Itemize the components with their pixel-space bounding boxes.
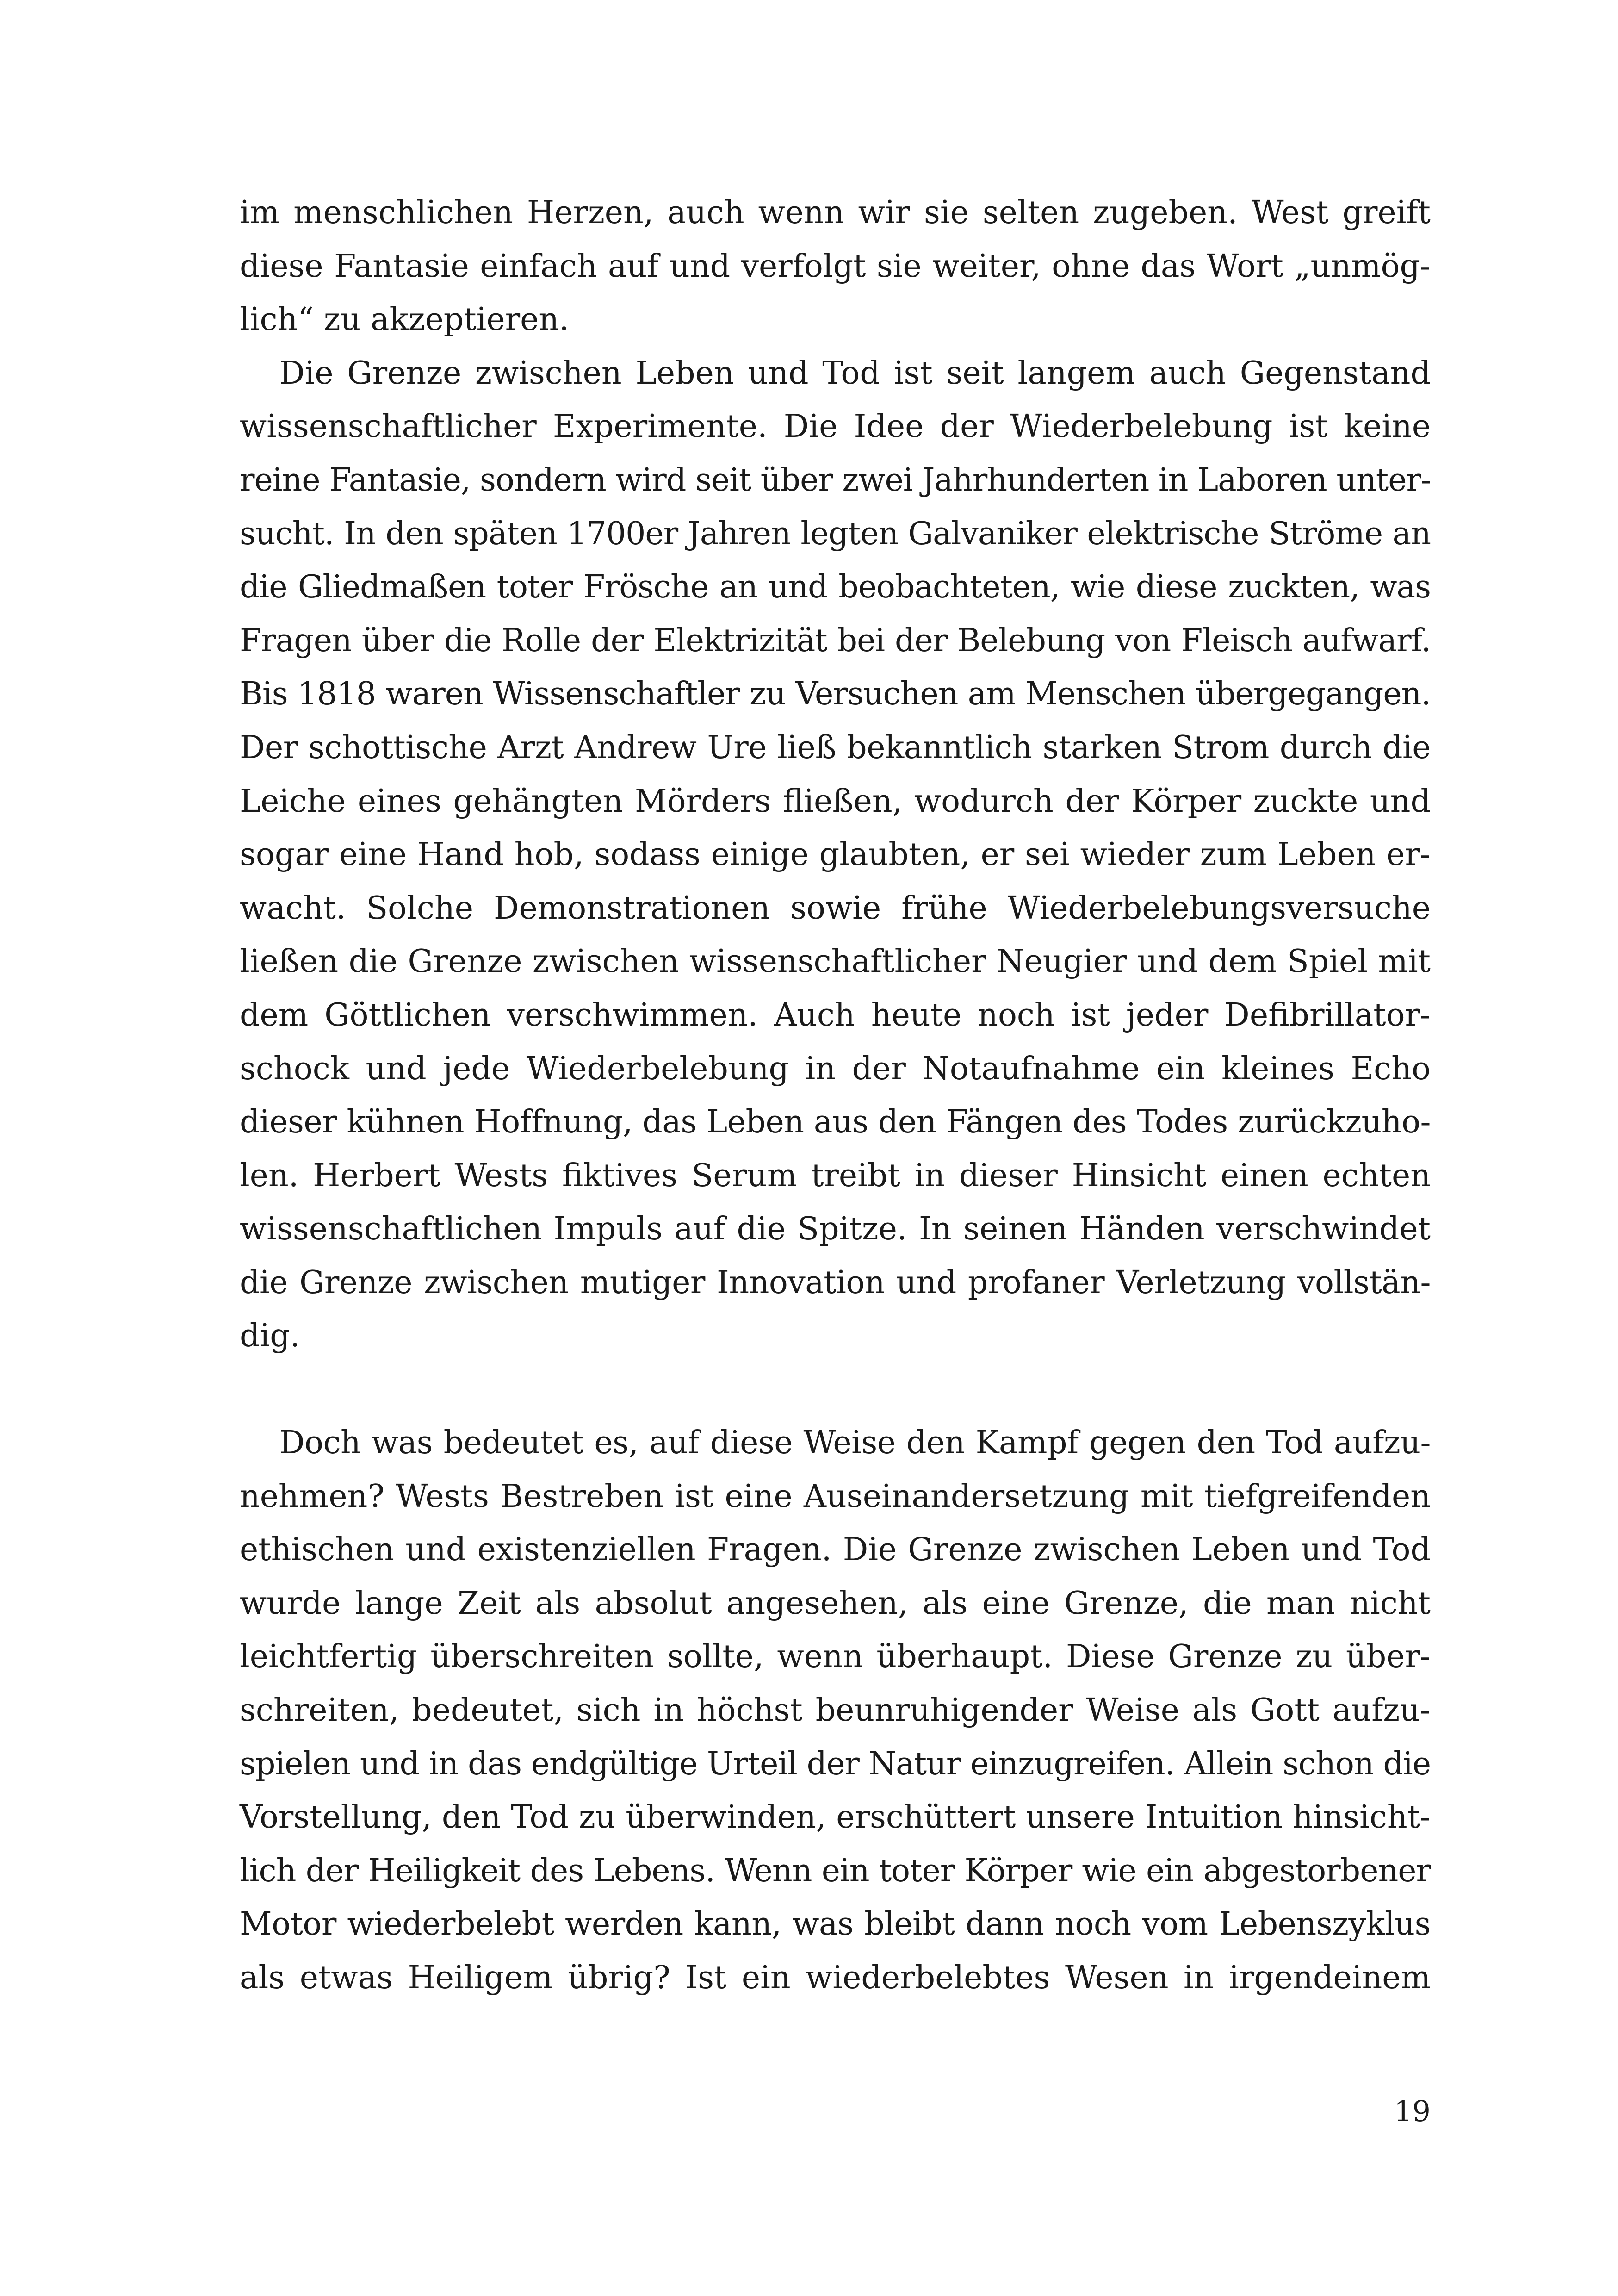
text-block-upper bbox=[240, 186, 1431, 1363]
text-line: Vorstellung, den Tod zu überwinden, erschüttert unsere Intuition hinsicht- bbox=[240, 1799, 1431, 1836]
text-line: Die Grenze zwischen Leben und Tod ist seit langem auch Gegenstand bbox=[279, 355, 1431, 392]
text-line: lich“ zu akzeptieren. bbox=[240, 301, 569, 338]
text-block-lower bbox=[240, 1416, 1431, 2005]
text-line: Bis 1818 waren Wissenschaftler zu Versuchen am Menschen übergegangen. bbox=[240, 676, 1431, 713]
text-line: nehmen? Wests Bestreben ist eine Auseinandersetzung mit tiefgreifenden bbox=[240, 1478, 1431, 1515]
text-line: ließen die Grenze zwischen wissenschaftlicher Neugier und dem Spiel mit bbox=[240, 943, 1431, 980]
text-line: Doch was bedeutet es, auf diese Weise den Kampf gegen den Tod aufzu- bbox=[279, 1425, 1431, 1461]
text-line: im menschlichen Herzen, auch wenn wir sie selten zugeben. West greift bbox=[240, 194, 1431, 231]
text-line: schock und jede Wiederbelebung in der Notaufnahme ein kleines Echo bbox=[240, 1050, 1431, 1087]
text-line: wurde lange Zeit als absolut angesehen, als eine Grenze, die man nicht bbox=[240, 1585, 1431, 1622]
text-line: lich der Heiligkeit des Lebens. Wenn ein toter Körper wie ein abgestorbener bbox=[240, 1852, 1431, 1889]
text-line: Leiche eines gehängten Mörders fließen, wodurch der Körper zuckte und bbox=[240, 783, 1431, 820]
text-line: als etwas Heiligem übrig? Ist ein wiederbelebtes Wesen in irgendeinem bbox=[240, 1959, 1431, 1996]
text-line: reine Fantasie, sondern wird seit über zwei Jahrhunderten in Laboren unter- bbox=[240, 461, 1431, 498]
text-line: schreiten, bedeutet, sich in höchst beunruhigender Weise als Gott aufzu- bbox=[240, 1692, 1431, 1729]
text-line: dig. bbox=[240, 1318, 300, 1355]
text-line: dem Göttlichen verschwimmen. Auch heute noch ist jeder Defibrillator- bbox=[240, 996, 1431, 1033]
text-line: wissenschaftlicher Experimente. Die Idee der Wiederbelebung ist keine bbox=[240, 408, 1431, 445]
text-line: die Gliedmaßen toter Frösche an und beobachteten, wie diese zuckten, was bbox=[240, 569, 1431, 606]
text-line: Motor wiederbelebt werden kann, was bleibt dann noch vom Lebenszyklus bbox=[240, 1906, 1431, 1943]
text-line: Der schottische Arzt Andrew Ure ließ bekanntlich starken Strom durch die bbox=[240, 729, 1431, 766]
text-line: die Grenze zwischen mutiger Innovation und profaner Verletzung vollstän- bbox=[240, 1264, 1431, 1301]
text-line: wissenschaftlichen Impuls auf die Spitze. In seinen Händen verschwindet bbox=[240, 1211, 1431, 1248]
text-line: len. Herbert Wests fiktives Serum treibt in dieser Hinsicht einen echten bbox=[240, 1157, 1431, 1194]
text-line: leichtfertig überschreiten sollte, wenn überhaupt. Diese Grenze zu über- bbox=[240, 1638, 1431, 1675]
text-line: dieser kühnen Hoffnung, das Leben aus den Fängen des Todes zurückzuho- bbox=[240, 1104, 1431, 1141]
text-line: ethischen und existenziellen Fragen. Die Grenze zwischen Leben und Tod bbox=[240, 1531, 1431, 1568]
text-line: Fragen über die Rolle der Elektrizität bei der Belebung von Fleisch aufwarf. bbox=[240, 622, 1431, 659]
paragraph-experiments bbox=[240, 347, 1431, 1363]
text-line: spielen und in das endgültige Urteil der Natur einzugreifen. Allein schon die bbox=[240, 1745, 1431, 1782]
page-number: 19 bbox=[1394, 2094, 1431, 2128]
text-line: diese Fantasie einfach auf und verfolgt sie weiter, ohne das Wort „unmög- bbox=[240, 248, 1431, 285]
text-line: sogar eine Hand hob, sodass einige glaubten, er sei wieder zum Leben er- bbox=[240, 836, 1431, 873]
text-line: wacht. Solche Demonstrationen sowie frühe Wiederbelebungsversuche bbox=[240, 890, 1431, 927]
paragraph-continuation bbox=[240, 186, 1431, 347]
text-line: sucht. In den späten 1700er Jahren legten Galvaniker elektrische Ströme an bbox=[240, 515, 1431, 552]
paragraph-ethics bbox=[240, 1416, 1431, 2005]
